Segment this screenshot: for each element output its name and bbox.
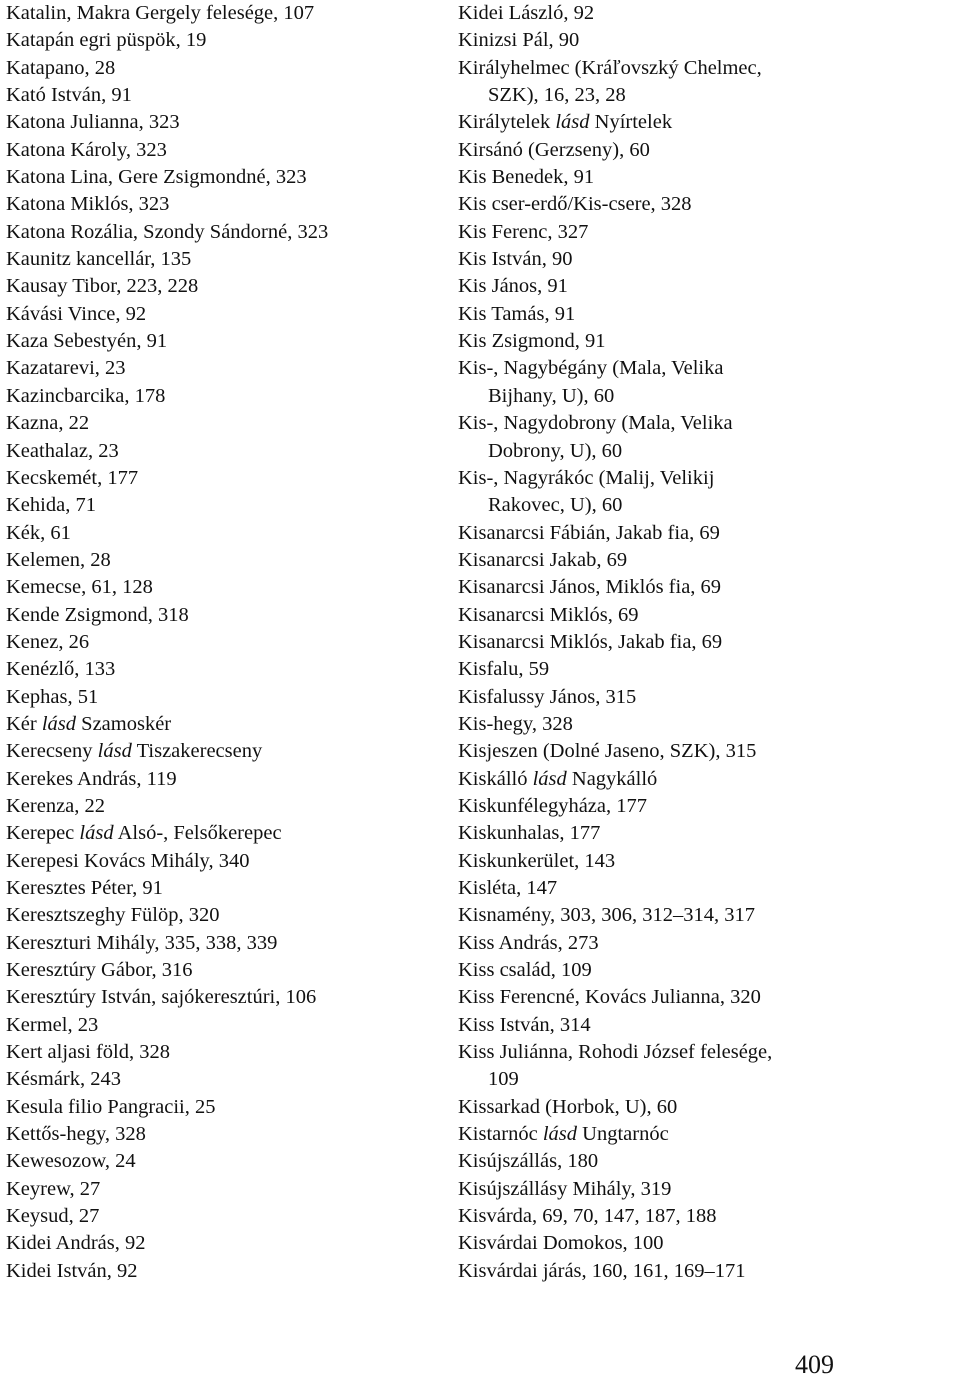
- index-entry-text: [458, 328, 958, 355]
- entry-segment: Kenez, 26: [6, 630, 90, 653]
- index-entry: [458, 219, 958, 246]
- index-entry: [6, 738, 446, 765]
- index-entry: [458, 273, 958, 300]
- entry-segment: Ungtarnóc: [582, 1123, 669, 1146]
- page-number: 409: [795, 1350, 834, 1379]
- index-entry: [458, 465, 958, 520]
- index-entry-text: [6, 1012, 446, 1039]
- entry-segment: Kecskemét, 177: [6, 466, 139, 489]
- entry-segment: Kert aljasi föld, 328: [6, 1041, 170, 1064]
- entry-segment: Kisanarcsi Miklós, 69: [458, 603, 639, 626]
- index-entry-text: [6, 520, 446, 547]
- entry-segment: Kék, 61: [6, 521, 71, 544]
- index-entry: [6, 1230, 446, 1257]
- index-entry-text: [6, 273, 446, 300]
- entry-segment: Kis Benedek, 91: [458, 166, 595, 189]
- entry-segment: Kaunitz kancellár, 135: [6, 248, 192, 271]
- index-entry-text: [6, 930, 446, 957]
- entry-segment: Kisújszállásy Mihály, 319: [458, 1177, 672, 1200]
- entry-segment: Katapán egri püspök, 19: [6, 29, 207, 52]
- entry-segment: Kisvárdai járás, 160, 161, 169–171: [458, 1259, 746, 1282]
- index-entry: [6, 1203, 446, 1230]
- index-entry-text: [6, 875, 446, 902]
- entry-segment: Katona Rozália, Szondy Sándorné, 323: [6, 220, 329, 243]
- entry-segment: Kausay Tibor, 223, 228: [6, 275, 199, 298]
- index-entry-text: [458, 820, 958, 847]
- entry-segment: Kenézlő, 133: [6, 658, 116, 681]
- index-entry: [458, 1094, 958, 1121]
- index-entry: [6, 328, 446, 355]
- index-entry: [6, 848, 446, 875]
- index-entry-continuation: SZK), 16, 23, 28: [488, 84, 626, 107]
- index-entry: [458, 1203, 958, 1230]
- index-entry-text: [458, 137, 958, 164]
- index-entry-text: [6, 219, 446, 246]
- index-entry: [6, 109, 446, 136]
- entry-segment: Kettős-hegy, 328: [6, 1123, 146, 1146]
- entry-segment: Késmárk, 243: [6, 1068, 122, 1091]
- index-entry-text: [6, 902, 446, 929]
- index-entry: [6, 984, 446, 1011]
- entry-segment: Kistarnóc: [458, 1123, 538, 1146]
- index-entry-text: [458, 1203, 958, 1230]
- entry-segment: Kis Tamás, 91: [458, 302, 576, 325]
- index-entry-text: [458, 656, 958, 683]
- index-entry-text: [458, 848, 958, 875]
- entry-segment: Kiskunfélegyháza, 177: [458, 794, 647, 817]
- index-entry-text: [458, 164, 958, 191]
- index-entry-text: [458, 1176, 958, 1203]
- entry-segment: Kiskunkerület, 143: [458, 849, 616, 872]
- index-entry-text: [458, 246, 958, 273]
- entry-segment: Kis Ferenc, 327: [458, 220, 589, 243]
- entry-segment: Kiss István, 314: [458, 1013, 591, 1036]
- index-entry-text: [6, 574, 446, 601]
- entry-segment: Katona Károly, 323: [6, 138, 167, 161]
- index-entry: [458, 1012, 958, 1039]
- index-entry: [6, 656, 446, 683]
- see-reference: lásd: [41, 712, 77, 735]
- index-entry: [6, 219, 446, 246]
- index-column-right: [458, 0, 958, 1285]
- index-entry-text: [6, 301, 446, 328]
- index-entry: [6, 246, 446, 273]
- entry-segment: Kerepesi Kovács Mihály, 340: [6, 849, 250, 872]
- index-entry-text: [458, 273, 958, 300]
- entry-segment: Kerepec: [6, 822, 75, 845]
- entry-segment: Kisnamény, 303, 306, 312–314, 317: [458, 904, 756, 927]
- index-entry-text: [6, 1066, 446, 1093]
- index-entry-text: [458, 738, 958, 765]
- index-entry: [6, 1039, 446, 1066]
- index-entry: [458, 793, 958, 820]
- index-entry-text: [6, 820, 446, 847]
- index-entry-text: [458, 219, 958, 246]
- entry-segment: Kidei András, 92: [6, 1232, 146, 1255]
- entry-segment: Kazincbarcika, 178: [6, 384, 166, 407]
- entry-segment: Nagykálló: [571, 767, 658, 790]
- index-entry-text: [458, 875, 958, 902]
- see-reference: lásd: [97, 740, 132, 763]
- entry-segment: Kelemen, 28: [6, 548, 111, 571]
- entry-segment: Kiss Ferencné, Kovács Julianna, 320: [458, 986, 761, 1009]
- index-entry-text: [6, 137, 446, 164]
- index-entry: [6, 875, 446, 902]
- index-entry-text: [458, 602, 958, 629]
- index-entry-text: [6, 547, 446, 574]
- index-entry: [458, 902, 958, 929]
- index-entry-text: [458, 629, 958, 656]
- index-entry: [458, 137, 958, 164]
- index-entry-text: [6, 164, 446, 191]
- entry-segment: Kisfalu, 59: [458, 658, 550, 681]
- index-entry: [6, 1094, 446, 1121]
- index-entry-text: [458, 930, 958, 957]
- index-entry: [6, 301, 446, 328]
- index-entry: [458, 301, 958, 328]
- index-entry: [458, 848, 958, 875]
- entry-segment: Kis-hegy, 328: [458, 712, 573, 735]
- index-entry-text: [6, 410, 446, 437]
- index-entry-continuation: Dobrony, U), 60: [488, 439, 623, 462]
- index-entry-text: [458, 355, 958, 382]
- index-entry-text: [458, 574, 958, 601]
- entry-segment: Tiszakerecseny: [136, 740, 263, 763]
- index-entry-text: [6, 984, 446, 1011]
- entry-segment: Kisanarcsi Jakab, 69: [458, 548, 628, 571]
- index-entry: [6, 164, 446, 191]
- index-entry: [458, 520, 958, 547]
- index-entry-text: [6, 383, 446, 410]
- index-entry-text: [458, 984, 958, 1011]
- entry-segment: Kis-, Nagydobrony (Mala, Velika: [458, 412, 733, 435]
- see-reference: lásd: [542, 1123, 578, 1146]
- index-entry: [458, 1176, 958, 1203]
- index-entry: [458, 984, 958, 1011]
- entry-segment: Kér: [6, 712, 37, 735]
- index-entry-text: [6, 1094, 446, 1121]
- index-entry-text: [6, 711, 446, 738]
- entry-segment: Kiss család, 109: [458, 959, 592, 982]
- index-entry: [458, 629, 958, 656]
- index-entry: [6, 547, 446, 574]
- index-entry-text: [6, 602, 446, 629]
- index-entry: [6, 465, 446, 492]
- index-entry: [6, 602, 446, 629]
- index-entry-text: [458, 1230, 958, 1257]
- index-entry-text: [6, 1176, 446, 1203]
- entry-segment: Kis János, 91: [458, 275, 568, 298]
- entry-segment: Alsó-, Felsőkerepec: [117, 822, 282, 845]
- see-reference: lásd: [532, 767, 567, 790]
- index-entry: [458, 1148, 958, 1175]
- index-entry: [6, 766, 446, 793]
- index-entry-text: [458, 793, 958, 820]
- index-entry-text: [6, 1039, 446, 1066]
- entry-segment: Kis-, Nagyrákóc (Malij, Velikij: [458, 466, 715, 489]
- entry-segment: Nyírtelek: [594, 111, 673, 134]
- index-entry-text: [6, 1230, 446, 1257]
- index-entry: [458, 109, 958, 136]
- index-entry-text: [6, 27, 446, 54]
- index-entry: [6, 957, 446, 984]
- entry-segment: Keresztúry Gábor, 316: [6, 959, 193, 982]
- index-entry-text: [458, 0, 958, 27]
- index-entry: [6, 355, 446, 382]
- entry-segment: Kiss Juliánna, Rohodi József felesége,: [458, 1041, 773, 1064]
- index-entry-text: [458, 711, 958, 738]
- entry-segment: Kisvárda, 69, 70, 147, 187, 188: [458, 1205, 717, 1228]
- entry-segment: Kerekes András, 119: [6, 767, 177, 790]
- index-entry-text: [6, 465, 446, 492]
- index-entry: [458, 875, 958, 902]
- see-reference: lásd: [555, 111, 590, 134]
- index-entry: [458, 684, 958, 711]
- index-entry-text: [6, 82, 446, 109]
- entry-segment: Kisanarcsi Miklós, Jakab fia, 69: [458, 630, 723, 653]
- index-entry-text: [6, 1148, 446, 1175]
- index-entry: [458, 27, 958, 54]
- index-entry-text: [458, 684, 958, 711]
- index-entry: [458, 55, 958, 110]
- entry-segment: Kerecseny: [6, 740, 93, 763]
- index-entry-text: [458, 465, 958, 492]
- entry-segment: Kiskálló: [458, 767, 528, 790]
- entry-segment: Kereszturi Mihály, 335, 338, 339: [6, 931, 278, 954]
- entry-segment: Kemecse, 61, 128: [6, 576, 153, 599]
- index-entry: [458, 711, 958, 738]
- index-entry-text: [6, 1203, 446, 1230]
- entry-segment: Királyhelmec (Kráľovszký Chelmec,: [458, 56, 762, 79]
- index-entry-text: [6, 629, 446, 656]
- index-entry: [6, 1066, 446, 1093]
- index-entry: [458, 547, 958, 574]
- entry-segment: Kis cser-erdő/Kis-csere, 328: [458, 193, 692, 216]
- index-entry: [6, 520, 446, 547]
- index-entry: [6, 0, 446, 27]
- index-entry-text: [458, 55, 958, 82]
- entry-segment: Kissarkad (Horbok, U), 60: [458, 1095, 678, 1118]
- index-entry: [6, 1148, 446, 1175]
- index-entry: [6, 1258, 446, 1285]
- index-entry-text: [458, 410, 958, 437]
- index-entry: [6, 1121, 446, 1148]
- index-entry: [6, 711, 446, 738]
- index-entry: [6, 191, 446, 218]
- entry-segment: Kaza Sebestyén, 91: [6, 330, 168, 353]
- index-entry-text: [458, 191, 958, 218]
- index-entry-text: [6, 438, 446, 465]
- index-entry-text: [458, 1148, 958, 1175]
- index-entry: [458, 656, 958, 683]
- entry-segment: Kazatarevi, 23: [6, 357, 126, 380]
- index-entry-text: [6, 738, 446, 765]
- entry-segment: Keresztszeghy Fülöp, 320: [6, 904, 220, 927]
- entry-segment: Katona Miklós, 323: [6, 193, 170, 216]
- index-entry: [458, 1121, 958, 1148]
- index-entry: [6, 137, 446, 164]
- index-entry: [6, 273, 446, 300]
- index-entry: [6, 820, 446, 847]
- index-entry-text: [458, 902, 958, 929]
- entry-segment: Királytelek: [458, 111, 551, 134]
- index-entry: [6, 574, 446, 601]
- entry-segment: Kisjeszen (Dolné Jaseno, SZK), 315: [458, 740, 757, 763]
- index-entry: [6, 902, 446, 929]
- entry-segment: Keyrew, 27: [6, 1177, 101, 1200]
- index-entry-text: [6, 793, 446, 820]
- index-entry: [458, 0, 958, 27]
- index-entry: [458, 957, 958, 984]
- index-entry: [6, 492, 446, 519]
- index-entry: [458, 930, 958, 957]
- entry-segment: Kis Zsigmond, 91: [458, 330, 606, 353]
- index-column-left: [6, 0, 446, 1285]
- index-entry: [458, 1230, 958, 1257]
- entry-segment: Kinizsi Pál, 90: [458, 29, 580, 52]
- index-entry-text: [6, 957, 446, 984]
- index-entry: [6, 629, 446, 656]
- entry-segment: Kató István, 91: [6, 84, 132, 107]
- index-entry: [6, 55, 446, 82]
- entry-segment: Katapano, 28: [6, 56, 116, 79]
- index-entry-text: [6, 109, 446, 136]
- entry-segment: Kisanarcsi Fábián, Jakab fia, 69: [458, 521, 720, 544]
- index-entry-text: [6, 0, 446, 27]
- index-entry-text: [6, 656, 446, 683]
- index-entry-text: [458, 1012, 958, 1039]
- index-entry-text: [6, 1121, 446, 1148]
- entry-segment: Kende Zsigmond, 318: [6, 603, 189, 626]
- entry-segment: Kazna, 22: [6, 412, 90, 435]
- entry-segment: Keathalaz, 23: [6, 439, 119, 462]
- entry-segment: Kis-, Nagybégány (Mala, Velika: [458, 357, 724, 380]
- index-entry: [458, 820, 958, 847]
- index-entry-text: [6, 684, 446, 711]
- entry-segment: Kisújszállás, 180: [458, 1150, 599, 1173]
- index-entry: [6, 438, 446, 465]
- index-entry: [6, 410, 446, 437]
- index-entry-text: [458, 547, 958, 574]
- index-entry-text: [458, 766, 958, 793]
- index-entry: [458, 1039, 958, 1094]
- index-entry: [6, 684, 446, 711]
- entry-segment: Kirsánó (Gerzseny), 60: [458, 138, 650, 161]
- entry-segment: Kiskunhalas, 177: [458, 822, 601, 845]
- entry-segment: Kidei István, 92: [6, 1259, 138, 1282]
- index-entry: [458, 574, 958, 601]
- entry-segment: Keresztúry István, sajókeresztúri, 106: [6, 986, 317, 1009]
- index-entry-text: [458, 1121, 958, 1148]
- index-entry-text: [458, 957, 958, 984]
- see-reference: lásd: [79, 822, 114, 845]
- index-entry-text: [6, 492, 446, 519]
- entry-segment: Kávási Vince, 92: [6, 302, 147, 325]
- entry-segment: Kewesozow, 24: [6, 1150, 136, 1173]
- index-entry-text: [458, 27, 958, 54]
- entry-segment: Kisléta, 147: [458, 877, 558, 899]
- index-entry: [458, 191, 958, 218]
- index-entry: [6, 383, 446, 410]
- entry-segment: Kephas, 51: [6, 685, 99, 708]
- index-entry-continuation: Bijhany, U), 60: [488, 384, 615, 407]
- entry-segment: Kesula filio Pangracii, 25: [6, 1095, 216, 1118]
- entry-segment: Katona Julianna, 323: [6, 111, 180, 134]
- index-entry-continuation: 109: [488, 1068, 519, 1091]
- entry-segment: Kermel, 23: [6, 1013, 99, 1036]
- index-entry-text: [6, 848, 446, 875]
- index-entry-text: [458, 520, 958, 547]
- index-entry-text: [6, 55, 446, 82]
- index-entry-text: [6, 1258, 446, 1285]
- index-entry: [458, 1258, 958, 1285]
- index-entry-text: [6, 766, 446, 793]
- index-entry: [458, 766, 958, 793]
- entry-segment: Katona Lina, Gere Zsigmondné, 323: [6, 166, 307, 189]
- index-entry-text: [6, 246, 446, 273]
- entry-segment: Kerenza, 22: [6, 794, 106, 817]
- index-entry: [458, 328, 958, 355]
- entry-segment: Kisanarcsi János, Miklós fia, 69: [458, 576, 722, 599]
- entry-segment: Keysud, 27: [6, 1205, 100, 1228]
- index-entry: [6, 930, 446, 957]
- index-entry-text: [458, 1258, 958, 1285]
- index-entry: [6, 1176, 446, 1203]
- index-entry: [6, 793, 446, 820]
- index-entry-text: [6, 355, 446, 382]
- entry-segment: Katalin, Makra Gergely felesége, 107: [6, 2, 315, 24]
- entry-segment: Keresztes Péter, 91: [6, 877, 163, 899]
- index-entry-text: [458, 1094, 958, 1121]
- index-entry: [458, 602, 958, 629]
- index-entry: [458, 164, 958, 191]
- entry-segment: Kisfalussy János, 315: [458, 685, 637, 708]
- index-entry-text: [6, 328, 446, 355]
- index-entry: [458, 355, 958, 410]
- index-entry-text: [458, 301, 958, 328]
- entry-segment: Kis István, 90: [458, 248, 573, 271]
- index-entry-continuation: Rakovec, U), 60: [488, 494, 623, 517]
- entry-segment: Kiss András, 273: [458, 931, 599, 954]
- index-entry-text: [458, 1039, 958, 1066]
- index-entry: [458, 410, 958, 465]
- index-entry-text: [458, 109, 958, 136]
- entry-segment: Szamoskér: [81, 712, 172, 735]
- index-entry-text: [6, 191, 446, 218]
- index-entry: [6, 27, 446, 54]
- entry-segment: Kidei László, 92: [458, 2, 595, 24]
- index-entry: [458, 738, 958, 765]
- index-entry: [458, 246, 958, 273]
- entry-segment: Kisvárdai Domokos, 100: [458, 1232, 664, 1255]
- index-entry: [6, 82, 446, 109]
- index-entry: [6, 1012, 446, 1039]
- entry-segment: Kehida, 71: [6, 494, 96, 517]
